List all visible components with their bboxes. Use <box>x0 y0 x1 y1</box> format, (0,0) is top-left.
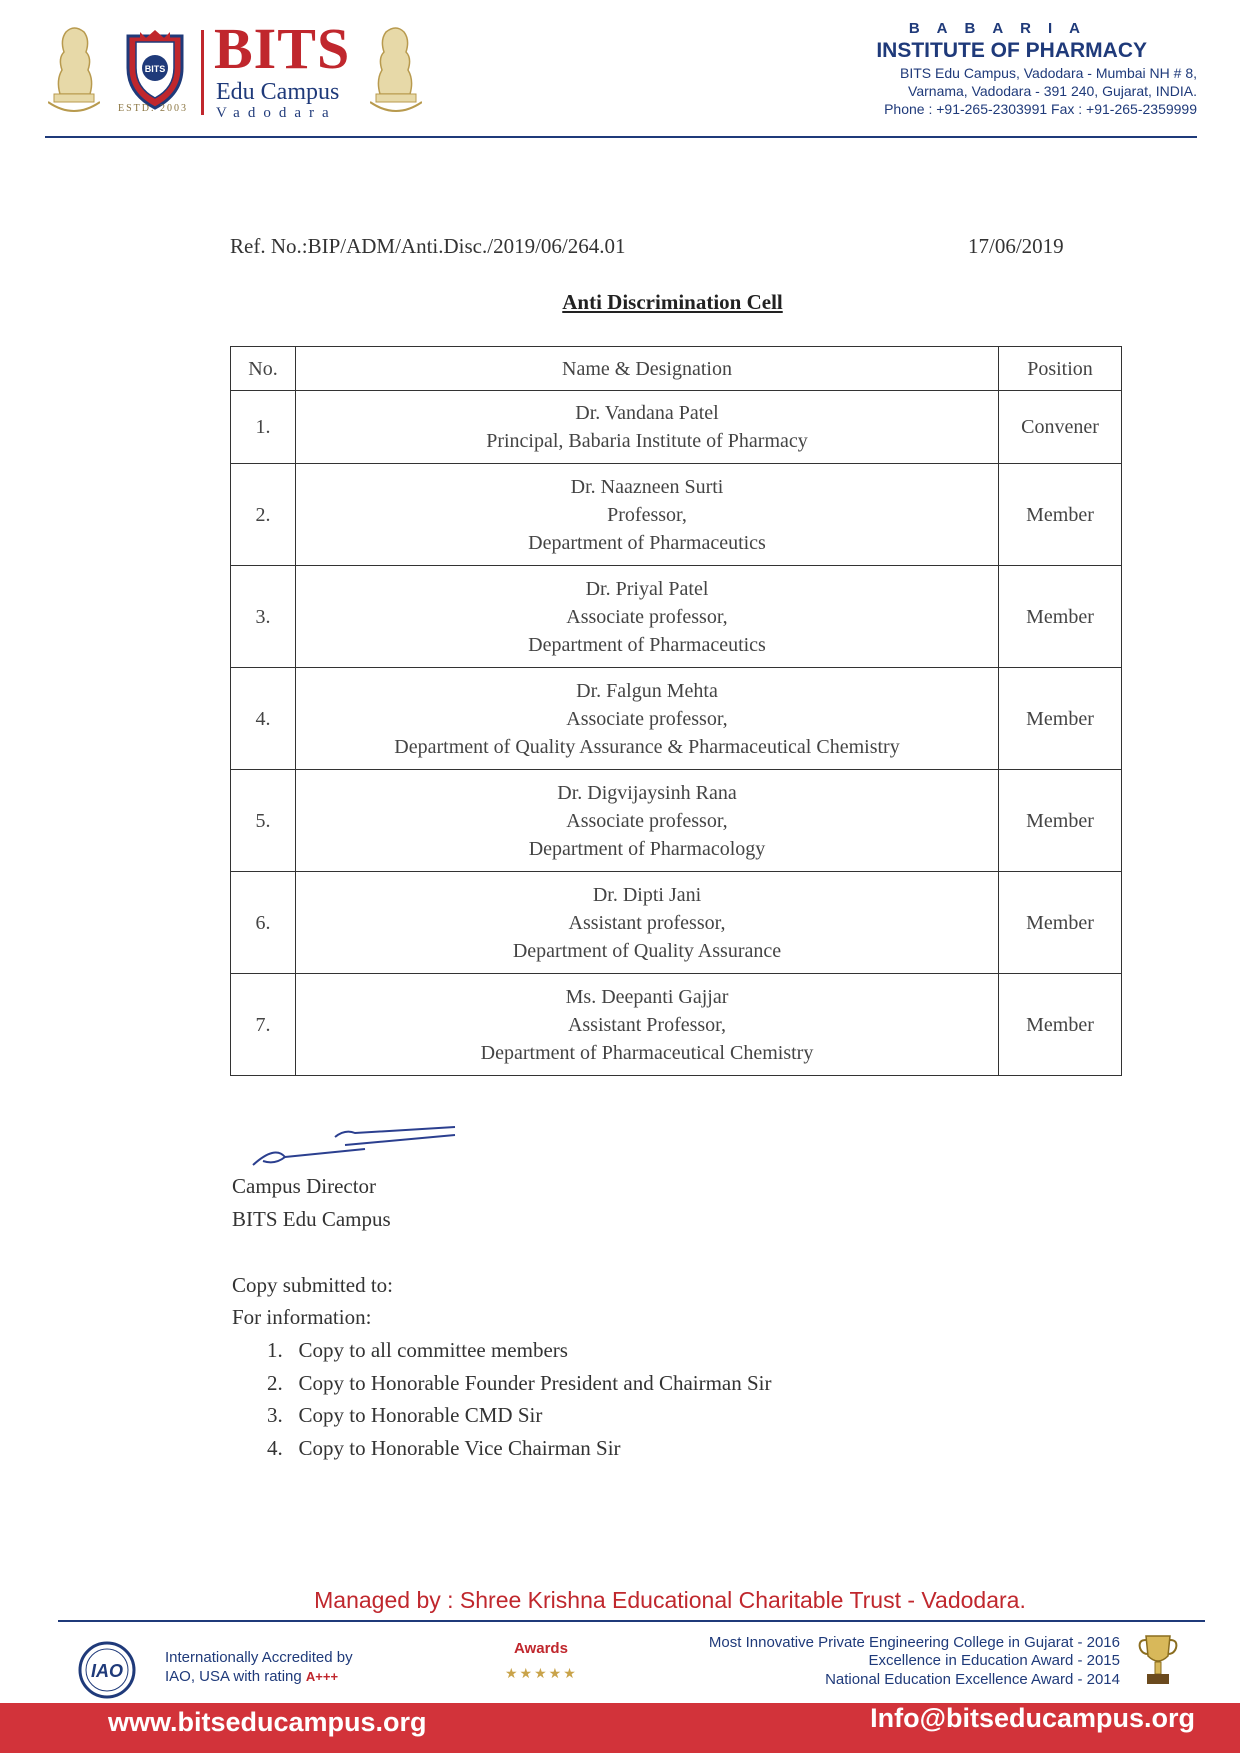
member-name: Dr. Dipti Jani <box>592 883 702 906</box>
member-position: Member <box>999 464 1122 566</box>
member-name: Dr. Falgun Mehta <box>576 679 718 702</box>
member-designation: Associate professor, <box>566 605 728 628</box>
iao-badge-icon <box>78 1641 136 1699</box>
table-row <box>231 391 1122 464</box>
footer-rule <box>58 1620 1205 1622</box>
awards-label: Awards <box>514 1640 568 1657</box>
list-text: Copy to Honorable Vice Chairman Sir <box>298 1436 621 1460</box>
brand-divider <box>201 30 204 115</box>
row-number: 5. <box>231 770 296 872</box>
list-item <box>267 1436 621 1461</box>
list-item <box>267 1338 568 1363</box>
committee-table <box>230 346 1122 1076</box>
trophy-icon <box>1136 1632 1180 1690</box>
brand-city: Vadodara <box>216 105 337 121</box>
member-department: Department of Pharmaceutics <box>528 633 766 656</box>
signatory-title: Campus Director <box>232 1174 377 1198</box>
table-row <box>231 872 1122 974</box>
for-information-label: For information: <box>232 1305 372 1329</box>
member-cell <box>296 464 999 566</box>
member-cell <box>296 391 999 464</box>
row-number: 3. <box>231 566 296 668</box>
member-department: Department of Pharmaceutics <box>528 531 766 554</box>
member-position: Convener <box>999 391 1122 464</box>
table-row <box>231 770 1122 872</box>
crest-estd: ESTD. 2003 <box>118 103 188 114</box>
signatory-org: BITS Edu Campus <box>232 1207 391 1231</box>
row-number: 2. <box>231 464 296 566</box>
header-name-designation: Name & Designation <box>296 347 999 391</box>
row-number: 4. <box>231 668 296 770</box>
svg-text:BITS: BITS <box>144 64 166 74</box>
list-number: 4. <box>267 1436 283 1460</box>
member-position: Member <box>999 668 1122 770</box>
member-designation: Associate professor, <box>566 809 728 832</box>
member-department: Department of Quality Assurance <box>512 939 782 962</box>
address-line-1: BITS Edu Campus, Vadodara - Mumbai NH # 8, <box>900 65 1197 81</box>
header-no: No. <box>231 347 296 391</box>
member-name: Dr. Digvijaysinh Rana <box>557 781 737 804</box>
table-header-row <box>231 347 1122 391</box>
list-text: Copy to all committee members <box>298 1338 568 1362</box>
member-cell <box>296 974 999 1076</box>
list-number: 1. <box>267 1338 283 1362</box>
award-stars: ★★★★★ <box>505 1666 578 1682</box>
address-line-2: Varnama, Vadodara - 391 240, Gujarat, INDIA. <box>908 83 1197 99</box>
member-position: Member <box>999 974 1122 1076</box>
row-number: 7. <box>231 974 296 1076</box>
member-department: Department of Pharmacology <box>528 837 766 860</box>
lion-statue-left-icon <box>48 22 100 117</box>
table-row <box>231 566 1122 668</box>
list-text: Copy to Honorable Founder President and Chairman Sir <box>298 1371 772 1395</box>
row-number: 1. <box>231 391 296 464</box>
member-position: Member <box>999 770 1122 872</box>
member-department: Department of Pharmaceutical Chemistry <box>480 1041 814 1064</box>
member-name: Ms. Deepanti Gajjar <box>565 985 729 1008</box>
header-rule <box>45 136 1197 138</box>
bits-crest-logo <box>120 28 190 113</box>
member-designation: Professor, <box>607 503 687 526</box>
member-designation: Principal, Babaria Institute of Pharmacy <box>486 430 808 452</box>
lion-statue-right-icon <box>370 22 422 117</box>
rating-badge: A+++ <box>305 1669 339 1684</box>
member-cell <box>296 872 999 974</box>
list-text: Copy to Honorable CMD Sir <box>298 1403 543 1427</box>
award-line-1: Most Innovative Private Engineering College in Gujarat - 2016 <box>708 1634 1120 1651</box>
list-item <box>267 1403 542 1428</box>
email-link[interactable]: Info@bitseducampus.org <box>870 1703 1195 1733</box>
member-position: Member <box>999 566 1122 668</box>
member-cell <box>296 770 999 872</box>
accreditation-line-1: Internationally Accredited by <box>165 1649 353 1666</box>
website-link[interactable]: www.bitseducampus.org <box>108 1707 427 1737</box>
header-position: Position <box>999 347 1122 391</box>
list-number: 2. <box>267 1371 283 1395</box>
signature <box>245 1115 465 1175</box>
table-row <box>231 668 1122 770</box>
brand-sub: Edu Campus <box>216 79 340 105</box>
list-number: 3. <box>267 1403 283 1427</box>
copy-submitted-label: Copy submitted to: <box>232 1273 394 1297</box>
member-cell <box>296 668 999 770</box>
reference-number: Ref. No.:BIP/ADM/Anti.Disc./2019/06/264.01 <box>230 234 626 258</box>
accreditation-line-2: IAO, USA with rating A+++ <box>165 1668 339 1685</box>
row-number: 6. <box>231 872 296 974</box>
member-designation: Assistant professor, <box>568 911 726 934</box>
institute-prefix: BABARIA <box>908 20 1097 37</box>
contact-line: Phone : +91-265-2303991 Fax : +91-265-2359999 <box>884 101 1197 117</box>
member-department: Department of Quality Assurance & Pharmaceutical Chemistry <box>394 735 900 758</box>
table-row <box>231 974 1122 1076</box>
member-name: Dr. Vandana Patel <box>575 402 719 424</box>
member-cell <box>296 566 999 668</box>
award-line-3: National Education Excellence Award - 2014 <box>825 1671 1120 1688</box>
institute-name: INSTITUTE OF PHARMACY <box>876 39 1147 62</box>
member-name: Dr. Priyal Patel <box>585 577 709 600</box>
document-title: Anti Discrimination Cell <box>562 290 783 314</box>
document-date: 17/06/2019 <box>968 234 1064 258</box>
member-designation: Associate professor, <box>566 707 728 730</box>
table-row <box>231 464 1122 566</box>
svg-text:IAO: IAO <box>90 1661 124 1681</box>
award-line-2: Excellence in Education Award - 2015 <box>868 1652 1120 1669</box>
list-item <box>267 1371 772 1396</box>
member-designation: Assistant Professor, <box>567 1013 727 1036</box>
member-position: Member <box>999 872 1122 974</box>
managed-by-text: Managed by : Shree Krishna Educational Charitable Trust - Vadodara. <box>314 1587 1026 1613</box>
member-name: Dr. Naazneen Surti <box>570 475 724 498</box>
brand-name: BITS <box>214 16 351 81</box>
